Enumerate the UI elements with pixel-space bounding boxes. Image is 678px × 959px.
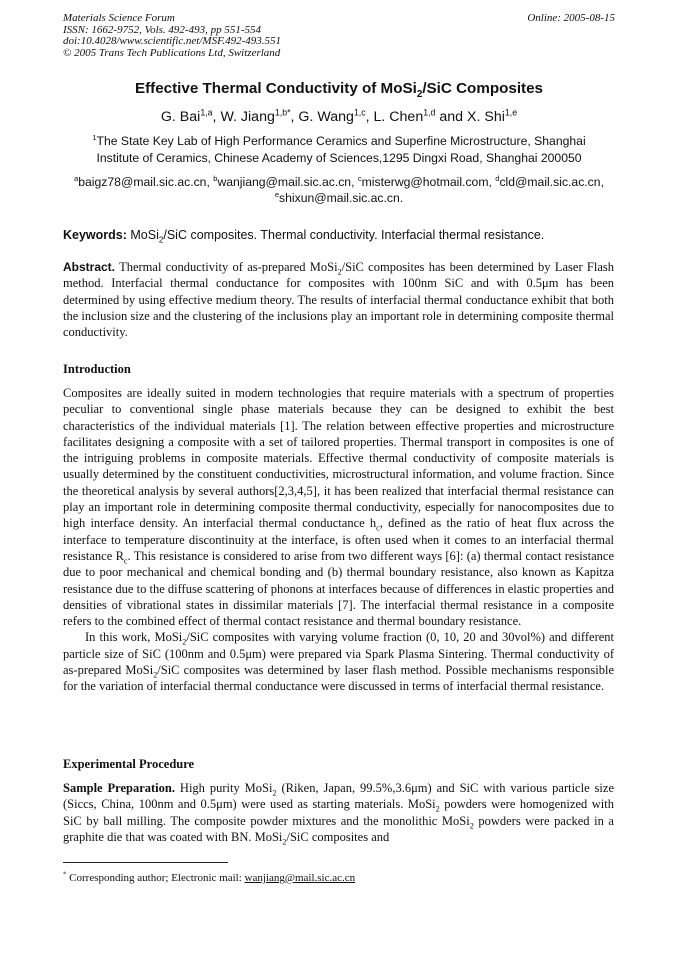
affiliation: $^1$The State Key Lab of High Performance Ceramics and Superfine Microstructure, Shanghai Institute of Ceramics, Chinese Academy of Sciences,1295 Dingxi Road, Shanghai 200050 bbox=[92, 132, 586, 165]
intro-paragraph-1: Composites are ideally suited in modern technologies that require materials with a spectrum of properties peculiar to conventional single phase materials because they can be designed to exhibit the best characteristics of the individual materials [1]. The relation between effective properties and microstructure facilitates designing a composite with a set of tailored properties. Thermal transport in composites is one of the intriguing problems in composite materials. Effective thermal conductivity of composite materials is usually determined by the constituent conductivities, microstructural information, and volume fraction. Since the theoretical analysis by several authors[2,3,4,5], it has been realized that interfacial thermal resistance can play an important role in determining composite thermal conductivity, especially for nanocomposites due to high interface density. An interfacial thermal conductance $h_c$, defined as the ratio of heat flux across the interface to temperature discontinuity at the interface, is often used when it comes to an interfacial thermal resistance $R_c$. This resistance is considered to arise from two different ways [6]: (a) thermal contact resistance due to poor mechanical and chemical bonding and (b) thermal boundary resistance, also known as Kapitza resistance due to the diffuse scattering of phonons at interfaces because of differences in elastic properties and densities of vibrational states in dissimilar materials [7]. The interfacial thermal resistance in a composite refers to the combined effect of thermal contact resistance and thermal boundary resistance. bbox=[63, 386, 614, 629]
section-heading-introduction: Introduction bbox=[63, 362, 131, 376]
copyright-line: © 2005 Trans Tech Publications Ltd, Switzerland bbox=[63, 46, 281, 59]
footnote-divider bbox=[63, 862, 228, 863]
sample-preparation-label: Sample Preparation. bbox=[63, 781, 175, 795]
journal-header bbox=[63, 13, 281, 59]
corresponding-email-link[interactable]: wanjiang@mail.sic.ac.cn bbox=[244, 872, 356, 884]
intro-paragraph-2: In this work, MoSi$_2$/SiC composites with varying volume fraction (0, 10, 20 and 30vol%) and different particle size of SiC (100nm and 0.5μm) were prepared via Spark Plasma Sintering. Thermal conductivity of as-prepared MoSi$_2$/SiC composites was determined by laser flash method. Possible mechanisms responsible for the variation of interfacial thermal conductance were discussed in terms of interfacial thermal resistance. bbox=[63, 630, 615, 694]
online-date: Online: 2005-08-15 bbox=[527, 12, 615, 24]
email-list: $^a$baigz78@mail.sic.ac.cn, $^b$wanjiang@mail.sic.ac.cn, $^c$misterwg@hotmail.com, $^d$cld@mail.sic.ac.cn, $^e$shixun@mail.sic.ac.cn. bbox=[74, 173, 604, 205]
doi-line: doi:10.4028/www.scientific.net/MSF.492-493.551 bbox=[63, 35, 282, 48]
abstract: Abstract. Thermal conductivity of as-prepared MoSi$_2$/SiC composites has been determined by Laser Flash method. Interfacial thermal conductance for composites with 100nm SiC and with 0.5μm has been determined by using effective medium theory. The results of interfacial thermal conductance exhibit that both the inclusion size and the clustering of the inclusions play an important role in determining composite thermal conductivity. bbox=[63, 260, 614, 340]
footnote: * Corresponding author; Electronic mail: wanjiang@mail.sic.ac.cn bbox=[63, 871, 356, 884]
abstract-label: Abstract. bbox=[63, 260, 116, 274]
issn-line: ISSN: 1662-9752, Vols. 492-493, pp 551-554 bbox=[63, 23, 261, 36]
section-heading-experimental: Experimental Procedure bbox=[63, 757, 195, 771]
experimental-text: Sample Preparation. High purity MoSi$_2$ (Riken, Japan, 99.5%,3.6μm) and SiC with various particle size (Siccs, China, 100nm and 0.5μm) were used as starting materials. MoSi$_2$ powders were homogenized with SiC by ball milling. The composite powder mixtures and the monolithic MoSi$_2$ powders were packed in a graphite die that was coated with BN. MoSi$_2$/SiC composites and bbox=[63, 781, 614, 847]
paper-title: Effective Thermal Conductivity of MoSi$_2$/SiC Composites bbox=[134, 80, 544, 101]
introduction-text bbox=[63, 385, 614, 695]
author-list: G. Bai$^{1,a}$, W. Jiang$^{1,b*}$, G. Wang$^{1,c}$, L. Chen$^{1,d}$ and X. Shi$^{1,e}$ bbox=[160, 107, 518, 125]
journal-name: Materials Science Forum bbox=[63, 12, 175, 24]
keywords: Keywords: MoSi$_2$/SiC composites. Thermal conductivity. Interfacial thermal resistance. bbox=[63, 228, 545, 245]
